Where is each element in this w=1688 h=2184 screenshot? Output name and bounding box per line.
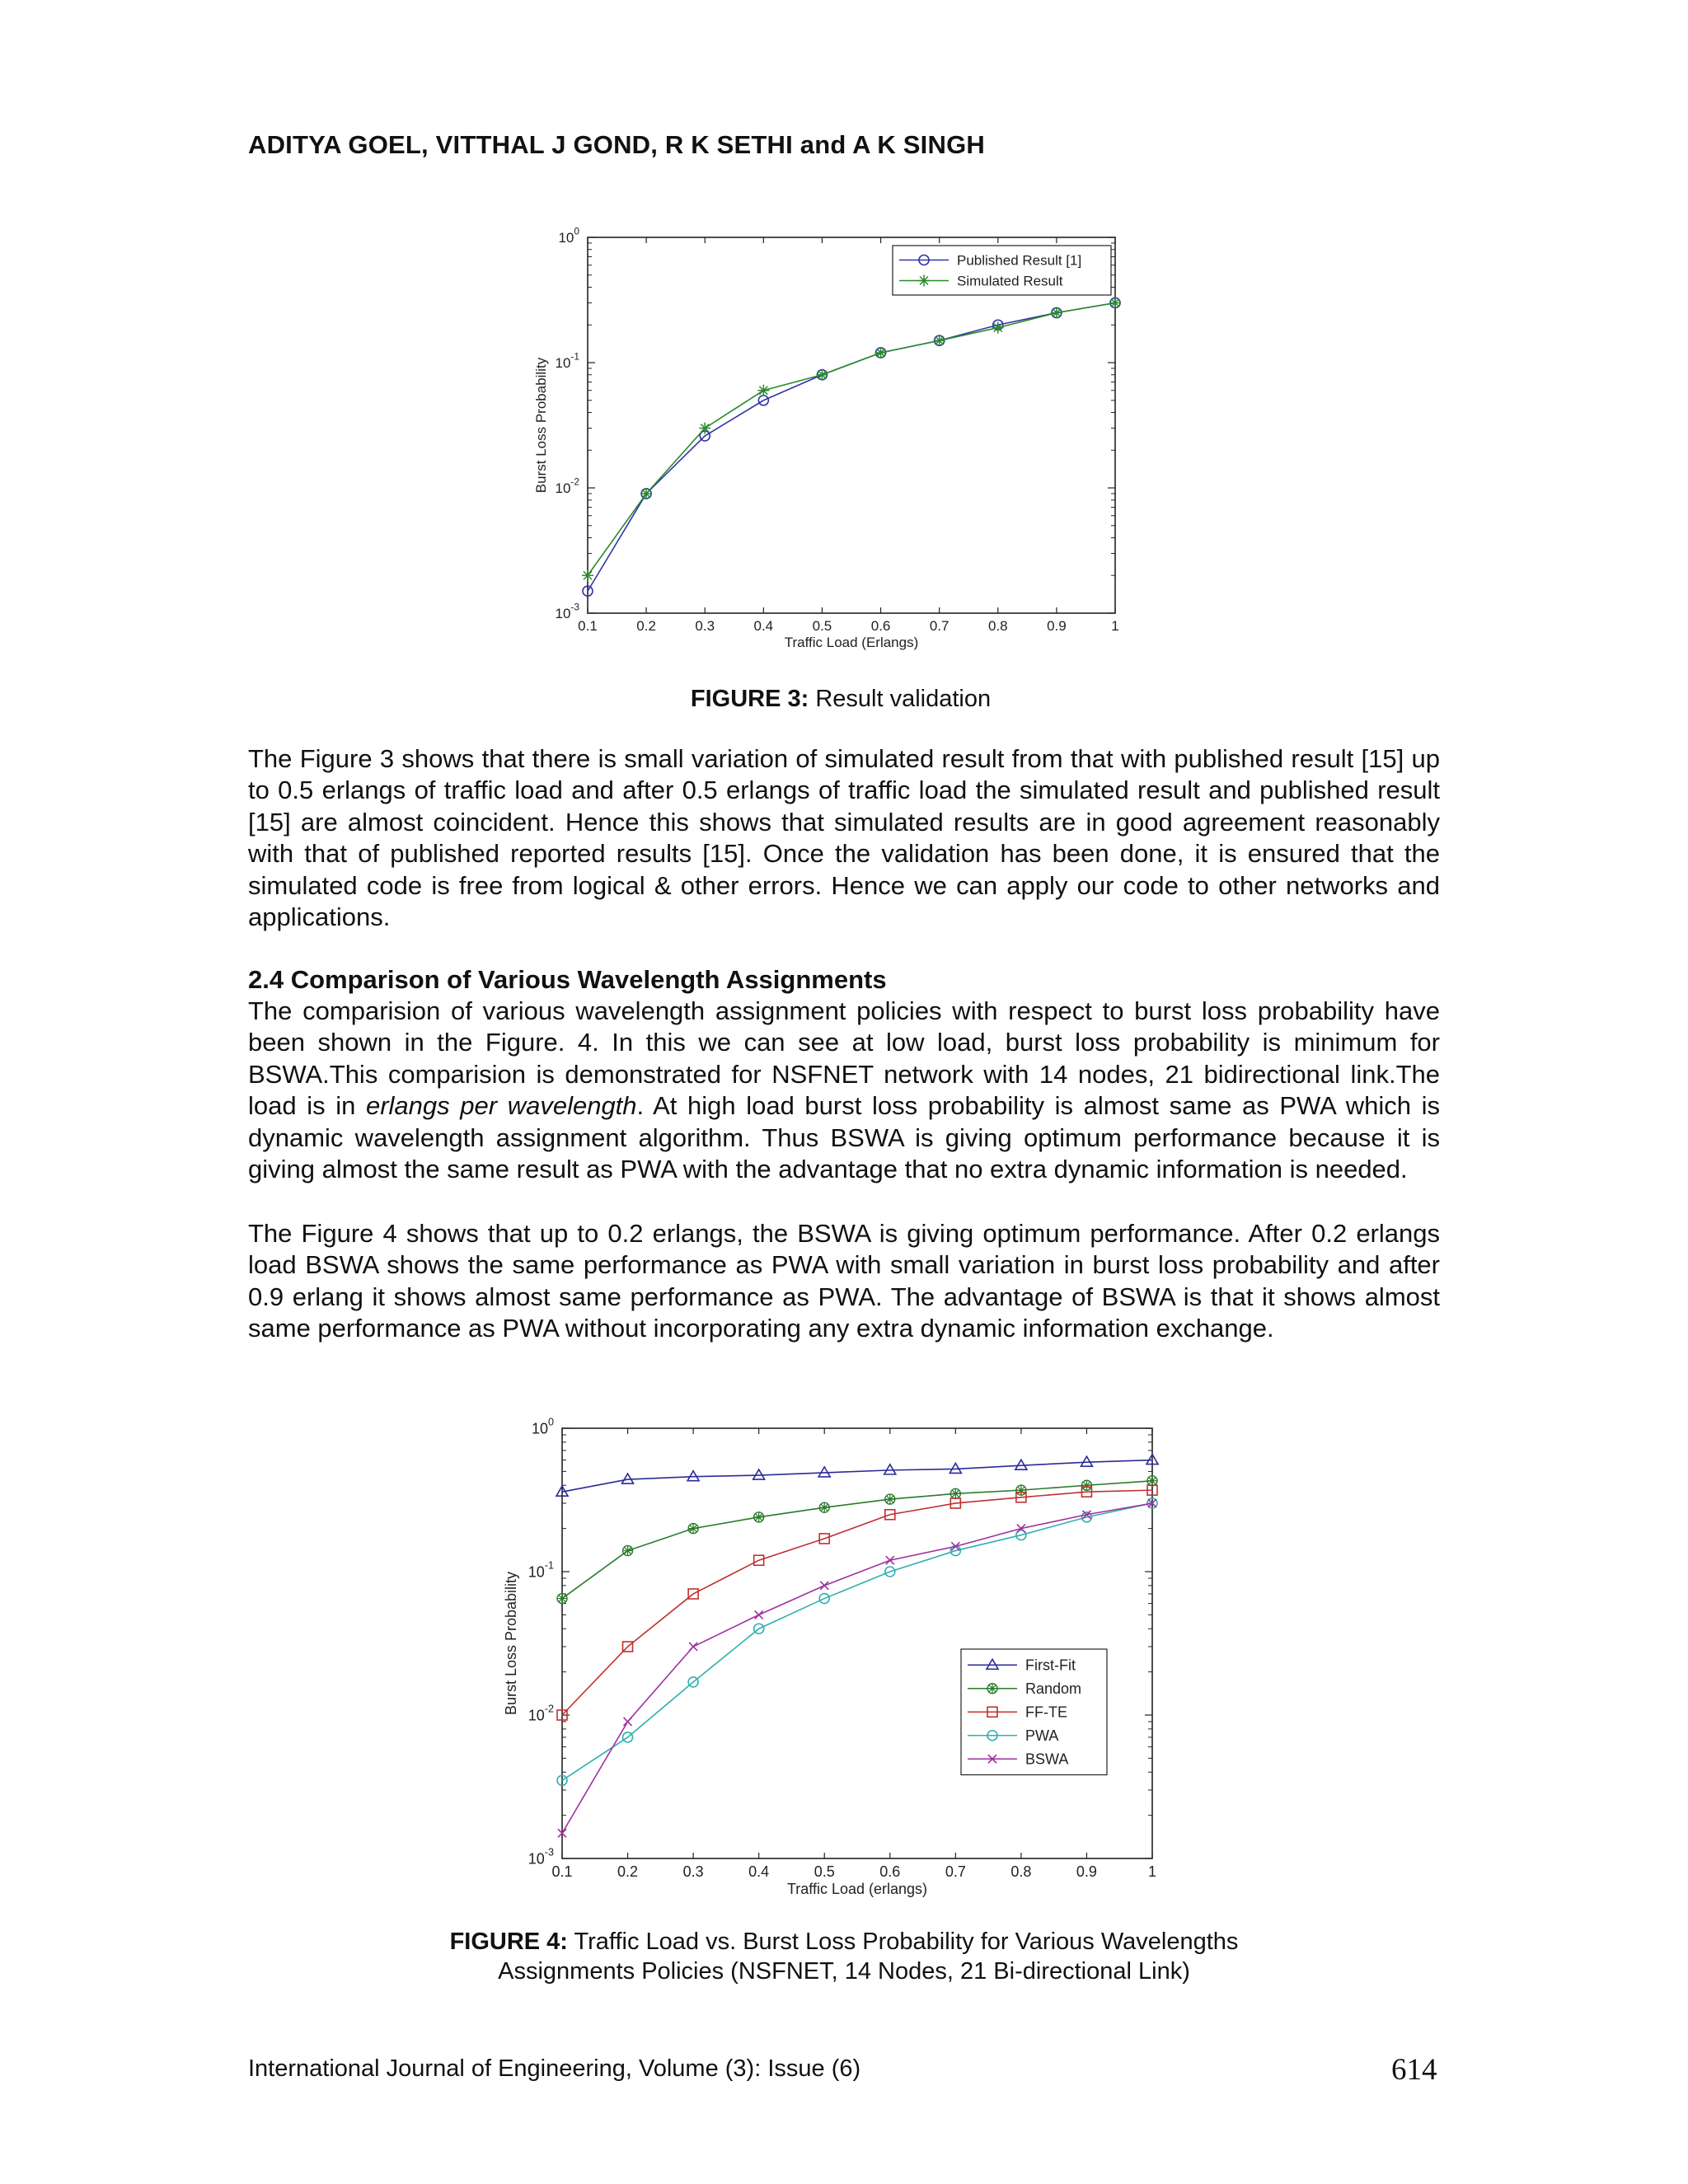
chart2-series-1-point-5 [885, 1494, 895, 1504]
paragraph-comparison-part2: . At high load burst loss probability is almost same as PWA which is dynamic wavelength assignment algorithm. Thus BSWA is giving optimum performance because it is giving almost the same result as PWA with the advantage that no extra dynamic information is needed. [248, 1091, 1440, 1184]
chart1-series-1-point-8 [1051, 307, 1062, 319]
chart2-series-1-point-2 [688, 1524, 698, 1534]
figure-4-chart [486, 1397, 1170, 1908]
chart2-series-1-point-1 [623, 1546, 633, 1556]
chart2-ytick-label-0: $10^0$ [531, 1416, 554, 1437]
chart2-series-1-point-8 [1081, 1480, 1091, 1490]
chart1-xtick-label-9: 1 [1111, 618, 1119, 634]
chart1-series-1-point-3 [757, 385, 769, 396]
chart1-xtick-label-2: 0.3 [695, 618, 715, 634]
chart1-legend-label-1: Simulated Result [957, 273, 1063, 289]
chart2-series-1-point-4 [819, 1502, 829, 1512]
paragraph-figure4-discussion: The Figure 4 shows that up to 0.2 erlangs, the BSWA is giving optimum performance. After 0.2 erlangs load BSWA shows the same performance as PWA with small variation in burst loss probability and after 0.9 erlang it shows almost same performance as PWA. The advantage of BSWA is that it shows almost same performance as PWA without incorporating any extra dynamic information exchange. [248, 1219, 1440, 1343]
chart2-xtick-label-5: 0.6 [879, 1863, 901, 1880]
chart1-series-1-point-4 [816, 369, 828, 381]
chart1-ylabel: Burst Loss Probability [533, 357, 549, 494]
chart2-ytick-label--3: $10^{-3}$ [528, 1846, 554, 1868]
paragraph-comparison [248, 996, 1440, 1185]
chart1-xtick-label-6: 0.7 [929, 618, 950, 634]
figure-3-caption-label: FIGURE 3: [690, 686, 809, 712]
chart1-xtick-label-7: 0.8 [987, 618, 1008, 634]
chart2-xtick-label-7: 0.8 [1010, 1863, 1032, 1880]
figure-4-caption-line1: Traffic Load vs. Burst Loss Probability for Various Wavelengths [567, 1929, 1239, 1955]
chart2-ylabel: Burst Loss Probability [503, 1571, 519, 1716]
figure-3-chart [511, 223, 1121, 659]
chart1-series-1-point-9 [1109, 297, 1121, 308]
chart2-legend-label-0: First-Fit [1025, 1657, 1076, 1674]
chart2-xtick-label-2: 0.3 [682, 1863, 704, 1880]
chart1-ytick-label--1: $10^{-1}$ [555, 350, 579, 371]
chart2-xtick-label-9: 1 [1147, 1863, 1157, 1880]
figure-3-caption-text: Result validation [809, 686, 992, 712]
chart1-ytick-label--3: $10^{-3}$ [555, 601, 579, 621]
chart2-series-1-point-3 [754, 1512, 764, 1522]
chart2-legend-marker-1 [987, 1684, 997, 1694]
chart2-ytick-label--2: $10^{-2}$ [528, 1703, 554, 1724]
chart1-legend-label-0: Published Result [1] [957, 252, 1082, 269]
chart1-series-1-point-6 [934, 335, 945, 346]
chart1-series-1-point-7 [992, 322, 1004, 334]
chart2-xtick-label-6: 0.7 [945, 1863, 966, 1880]
chart1-series-1-point-1 [640, 488, 652, 499]
chart2-legend-label-4: BSWA [1025, 1750, 1069, 1768]
chart2-legend-label-3: PWA [1025, 1727, 1059, 1745]
chart1-ytick-label-0: $10^0$ [558, 225, 579, 246]
chart1-series-1-point-2 [699, 422, 710, 434]
chart1-ytick-label--2: $10^{-2}$ [555, 476, 579, 496]
chart1-xtick-label-0: 0.1 [578, 618, 598, 634]
chart2-xtick-label-3: 0.4 [748, 1863, 770, 1880]
chart1-legend-marker-1 [918, 275, 930, 287]
chart1-xtick-label-8: 0.9 [1047, 618, 1067, 634]
chart2-series-1-point-7 [1016, 1485, 1026, 1495]
running-header: ADITYA GOEL, VITTHAL J GOND, R K SETHI and A K SINGH [248, 130, 985, 159]
paragraph-comparison-part1: The comparision of various wavelength assignment policies with respect to burst loss probability have been shown in the Figure. 4. In this we can see at low load, burst loss probability is minimum for BSWA.This comparision is demonstrated for NSFNET network with 14 nodes, 21 bidirectional link.The load is in [248, 996, 1440, 1121]
chart2-legend-label-2: FF-TE [1025, 1704, 1067, 1721]
chart2-plot-area [562, 1428, 1152, 1858]
chart2-legend [961, 1649, 1107, 1775]
chart1-xtick-label-1: 0.2 [636, 618, 656, 634]
chart1-series-1-point-5 [875, 347, 887, 359]
footer-journal: International Journal of Engineering, Volume (3): Issue (6) [248, 2055, 861, 2082]
chart1-xtick-label-3: 0.4 [753, 618, 774, 634]
figure-4-caption [349, 1927, 1339, 1986]
chart2-xtick-label-4: 0.5 [814, 1863, 835, 1880]
chart2-series-1-point-0 [557, 1594, 567, 1604]
figure-3-caption [511, 684, 1170, 714]
chart2-xtick-label-0: 0.1 [551, 1863, 573, 1880]
figure-4-caption-line2: Assignments Policies (NSFNET, 14 Nodes, 21 Bi-directional Link) [498, 1958, 1190, 1985]
chart2-series-1-point-9 [1147, 1476, 1157, 1486]
chart1-xlabel: Traffic Load (Erlangs) [784, 634, 919, 650]
chart1-legend [893, 246, 1111, 295]
figure-4-caption-label: FIGURE 4: [449, 1929, 568, 1955]
chart1-xtick-label-4: 0.5 [812, 618, 832, 634]
section-heading: 2.4 Comparison of Various Wavelength Assignments [248, 965, 887, 994]
page-number: 614 [1391, 2053, 1437, 2087]
chart2-series-1-point-6 [950, 1488, 960, 1498]
paragraph-figure3-discussion: The Figure 3 shows that there is small variation of simulated result from that with published result [15] up to 0.5 erlangs of traffic load and after 0.5 erlangs of traffic load the simulated result and published result [15] are almost coincident. Hence this shows that simulated results are in good agreement reasonably with that of published reported results [15]. Once the validation has been done, it is ensured that the simulated code is free from logical & other errors. Hence we can apply our code to other networks and applications. [248, 744, 1440, 932]
chart1-xtick-label-5: 0.6 [870, 618, 891, 634]
chart2-legend-label-1: Random [1025, 1680, 1082, 1698]
chart2-xtick-label-8: 0.9 [1076, 1863, 1097, 1880]
chart2-xlabel: Traffic Load (erlangs) [786, 1881, 928, 1898]
chart2-ytick-label--1: $10^{-1}$ [528, 1559, 554, 1581]
chart1-series-1-point-0 [582, 569, 593, 581]
paragraph-comparison-emphasis: erlangs per wavelength [365, 1091, 637, 1121]
chart2-xtick-label-1: 0.2 [617, 1863, 639, 1880]
